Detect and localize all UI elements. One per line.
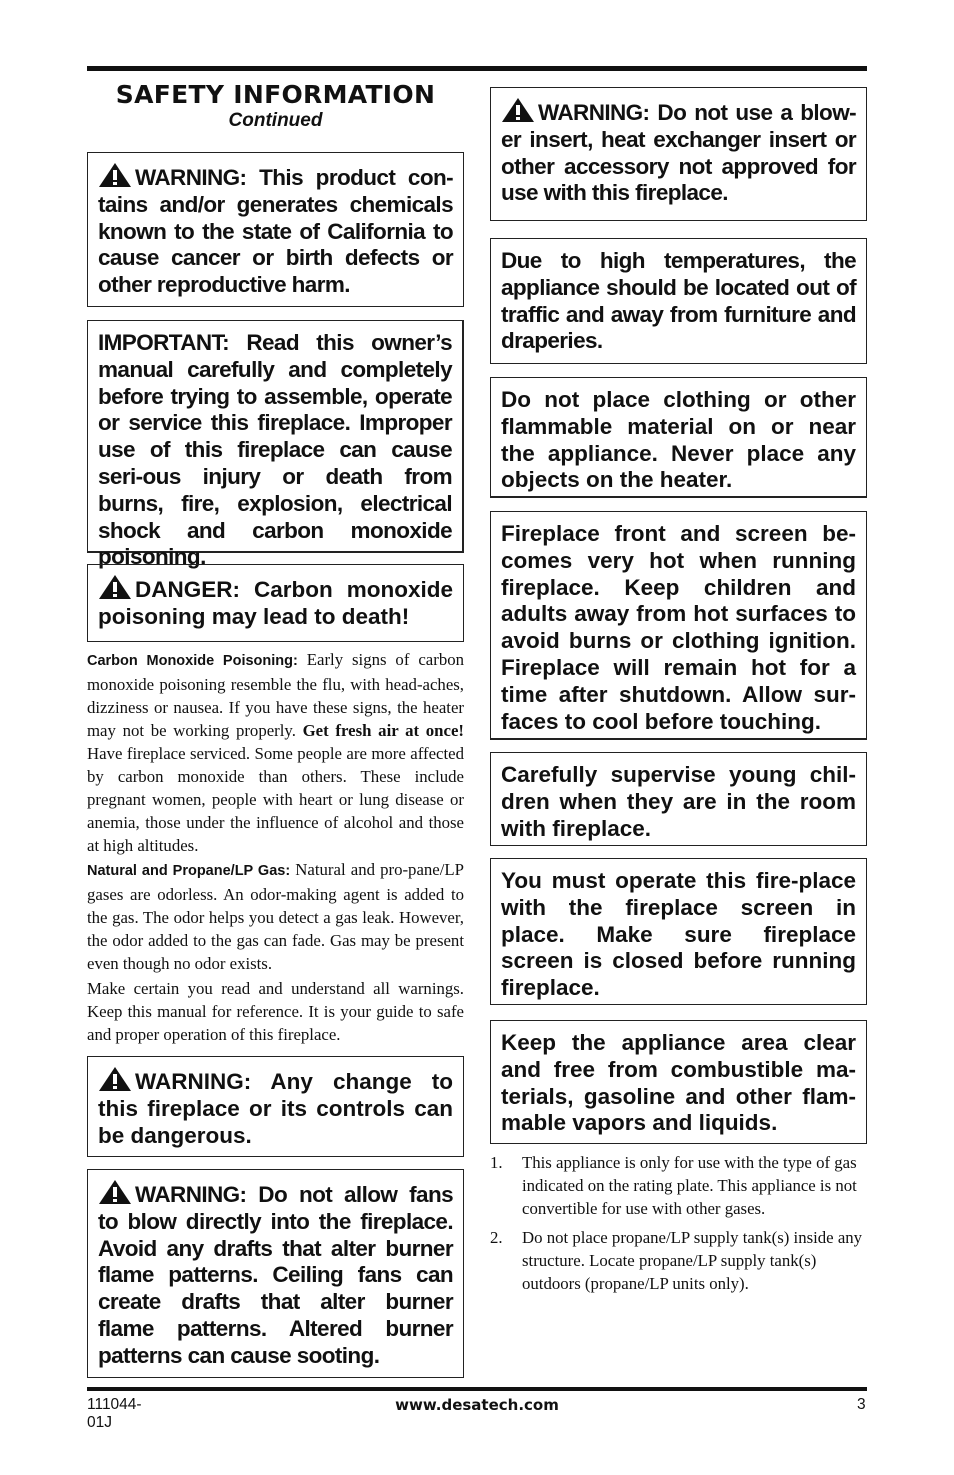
- co-poisoning-paragraph: [87, 648, 464, 857]
- important-box: [87, 320, 464, 570]
- page-title: SAFETY INFORMATION: [115, 80, 436, 109]
- list-item-text: This appliance is only for use with the type of gas indicated on the rating plate. This appliance is not convertible for use with other gases.: [522, 1153, 857, 1218]
- screen-in-place-text: You must operate this fire-place with the fireplace screen in place. Make sure fireplace screen is closed before running fireplace.: [501, 868, 856, 1001]
- supervise-text: Carefully supervise young chil-dren when they are in the room with fireplace.: [501, 762, 856, 841]
- high-temperatures-box: [490, 238, 867, 364]
- top-rule: [87, 66, 867, 71]
- warning-chemicals-text: WARNING: This product con-tains and/or generates chemicals known to the state of California to cause cancer or birth defects or other reproductive harm.: [98, 165, 453, 298]
- warning-triangle-icon: [98, 1179, 132, 1205]
- bottom-rule: [87, 1387, 867, 1391]
- warning-triangle-icon: [501, 97, 535, 123]
- warning-blower-text: WARNING: Do not use a blow-er insert, heat exchanger insert or other accessory not approved for use with this fireplace.: [501, 100, 856, 206]
- co-text-1: Early signs of carbon monoxide poisoning resemble the flu, with head-aches, dizziness or nausea. If you have these signs, the heater may not be working properly.: [87, 650, 464, 740]
- warnings-paragraph: [87, 977, 464, 1046]
- warning-change-text: WARNING: Any change to this fireplace or its controls can be dangerous.: [98, 1069, 453, 1148]
- front-screen-text: Fireplace front and screen be-comes very hot when running fireplace. Keep children and adults away from hot surfaces to avoid burns or clothing ignition. Fireplace will remain hot for a time after shutdown. Allow sur-faces to cool before touching.: [501, 521, 856, 734]
- list-item: [490, 1226, 867, 1295]
- warning-triangle-icon: [98, 574, 132, 600]
- danger-text: DANGER: Carbon monoxide poisoning may lead to death!: [98, 577, 453, 629]
- gas-text: Natural and pro-pane/LP gases are odorless. An odor-making agent is added to the gas. The odor helps you detect a gas leak. However, the odor added to the gas can fade. Gas may be present even though no odor exists.: [87, 860, 464, 973]
- co-lead: Carbon Monoxide Poisoning:: [87, 653, 298, 669]
- area-clear-box: [490, 1020, 867, 1144]
- section-heading: [87, 80, 464, 132]
- supervise-box: [490, 752, 867, 846]
- warning-blower-box: [490, 87, 867, 221]
- clothing-box: [490, 377, 867, 498]
- warnings-text: Make certain you read and understand all warnings. Keep this manual for reference. It is your guide to safe and proper operation of this fireplace.: [87, 979, 464, 1044]
- numbered-list: [490, 1151, 867, 1301]
- danger-box: [87, 564, 464, 642]
- warning-triangle-icon: [98, 1066, 132, 1092]
- list-item: [490, 1151, 867, 1220]
- high-temperatures-text: Due to high temperatures, the appliance should be located out of traffic and away from furniture and draperies.: [501, 248, 856, 354]
- front-screen-box: [490, 511, 867, 740]
- gas-lead: Natural and Propane/LP Gas:: [87, 863, 291, 879]
- clothing-text: Do not place clothing or other flammable material on or near the appliance. Never place any objects on the heater.: [501, 387, 856, 493]
- screen-in-place-box: [490, 858, 867, 1005]
- area-clear-text: Keep the appliance area clear and free from combustible ma-terials, gasoline and other flam-mable vapors and liquids.: [501, 1030, 856, 1136]
- gas-paragraph: [87, 858, 464, 975]
- website-link[interactable]: www.desatech.com: [395, 1396, 559, 1414]
- list-item-number: 1.: [490, 1153, 503, 1172]
- co-emphasis: Get fresh air at once!: [302, 721, 464, 740]
- page-number: 3: [857, 1396, 866, 1413]
- page-subtitle: Continued: [228, 110, 323, 131]
- co-text-2: Have fireplace serviced. Some people are more affected by carbon monoxide than others. These include pregnant women, people with heart or lung disease or anemia, those under the influence of alcohol and those at high altitudes.: [87, 744, 464, 855]
- warning-chemicals-box: [87, 152, 464, 307]
- warning-fans-box: [87, 1169, 464, 1378]
- warning-fans-text: WARNING: Do not allow fans to blow directly into the fireplace. Avoid any drafts that alter burner flame patterns. Ceiling fans can create drafts that alter burner flame patterns. Altered burner patterns can cause sooting.: [98, 1182, 453, 1368]
- list-item-text: Do not place propane/LP supply tank(s) inside any structure. Locate propane/LP supply tank(s) outdoors (propane/LP units only).: [522, 1228, 863, 1293]
- warning-triangle-icon: [98, 162, 132, 188]
- document-number: 111044-01J: [87, 1396, 142, 1431]
- important-text: IMPORTANT: Read this owner’s manual carefully and completely before trying to assemble, operate or service this fireplace. Improper use of this fireplace can cause seri-ous injury or death from burns, fire, explosion, electrical shock and carbon monoxide poisoning.: [98, 330, 452, 570]
- warning-change-box: [87, 1056, 464, 1157]
- list-item-number: 2.: [490, 1228, 503, 1247]
